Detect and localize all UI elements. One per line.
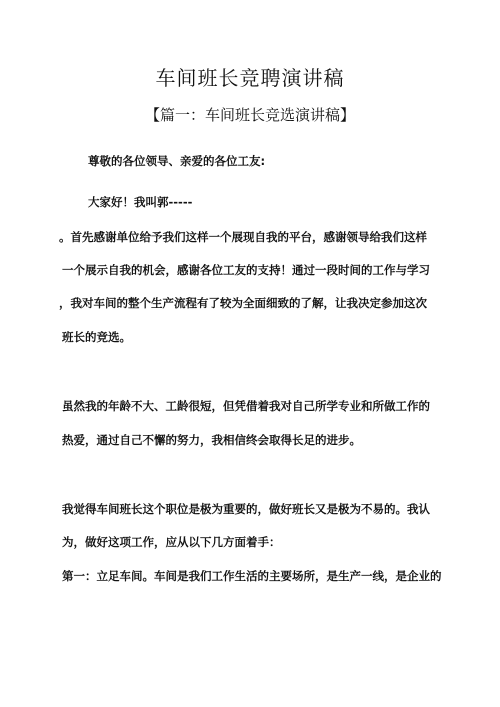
paragraph3-line-1: 我觉得车间班长这个职位是极为重要的，做好班长又是极为不易的。我认 — [62, 502, 430, 516]
document-title: 车间班长竞聘演讲稿 — [155, 66, 345, 90]
document-subtitle: 【篇一：车间班长竞选演讲稿】 — [144, 106, 355, 124]
paragraph3-line-2: 为，做好这项工作，应从以下几方面着手： — [62, 535, 281, 549]
paragraph1-line-4: 班长的竞选。 — [62, 330, 131, 344]
paragraph1-line-1: 。首先感谢单位给予我们这样一个展现自我的平台，感谢领导给我们这样 — [59, 230, 427, 244]
greeting-line: 尊敬的各位领导、亲爱的各位工友: — [88, 154, 266, 168]
paragraph1-line-3: ，我对车间的整个生产流程有了较为全面细致的了解，让我决定参加这次 — [59, 296, 427, 310]
paragraph2-line-1: 虽然我的年龄不大、工龄很短，但凭借着我对自己所学专业和所做工作的 — [62, 399, 430, 413]
paragraph2-line-2: 热爱，通过自己不懈的努力，我相信终会取得长足的进步。 — [62, 433, 361, 447]
intro-line: 大家好！我叫郭----- — [88, 195, 193, 209]
paragraph1-line-2: 一个展示自我的机会，感谢各位工友的支持！通过一段时间的工作与学习 — [62, 263, 430, 277]
paragraph4-line-1: 第一：立足车间。车间是我们工作生活的主要场所，是生产一线，是企业的 — [62, 569, 442, 583]
